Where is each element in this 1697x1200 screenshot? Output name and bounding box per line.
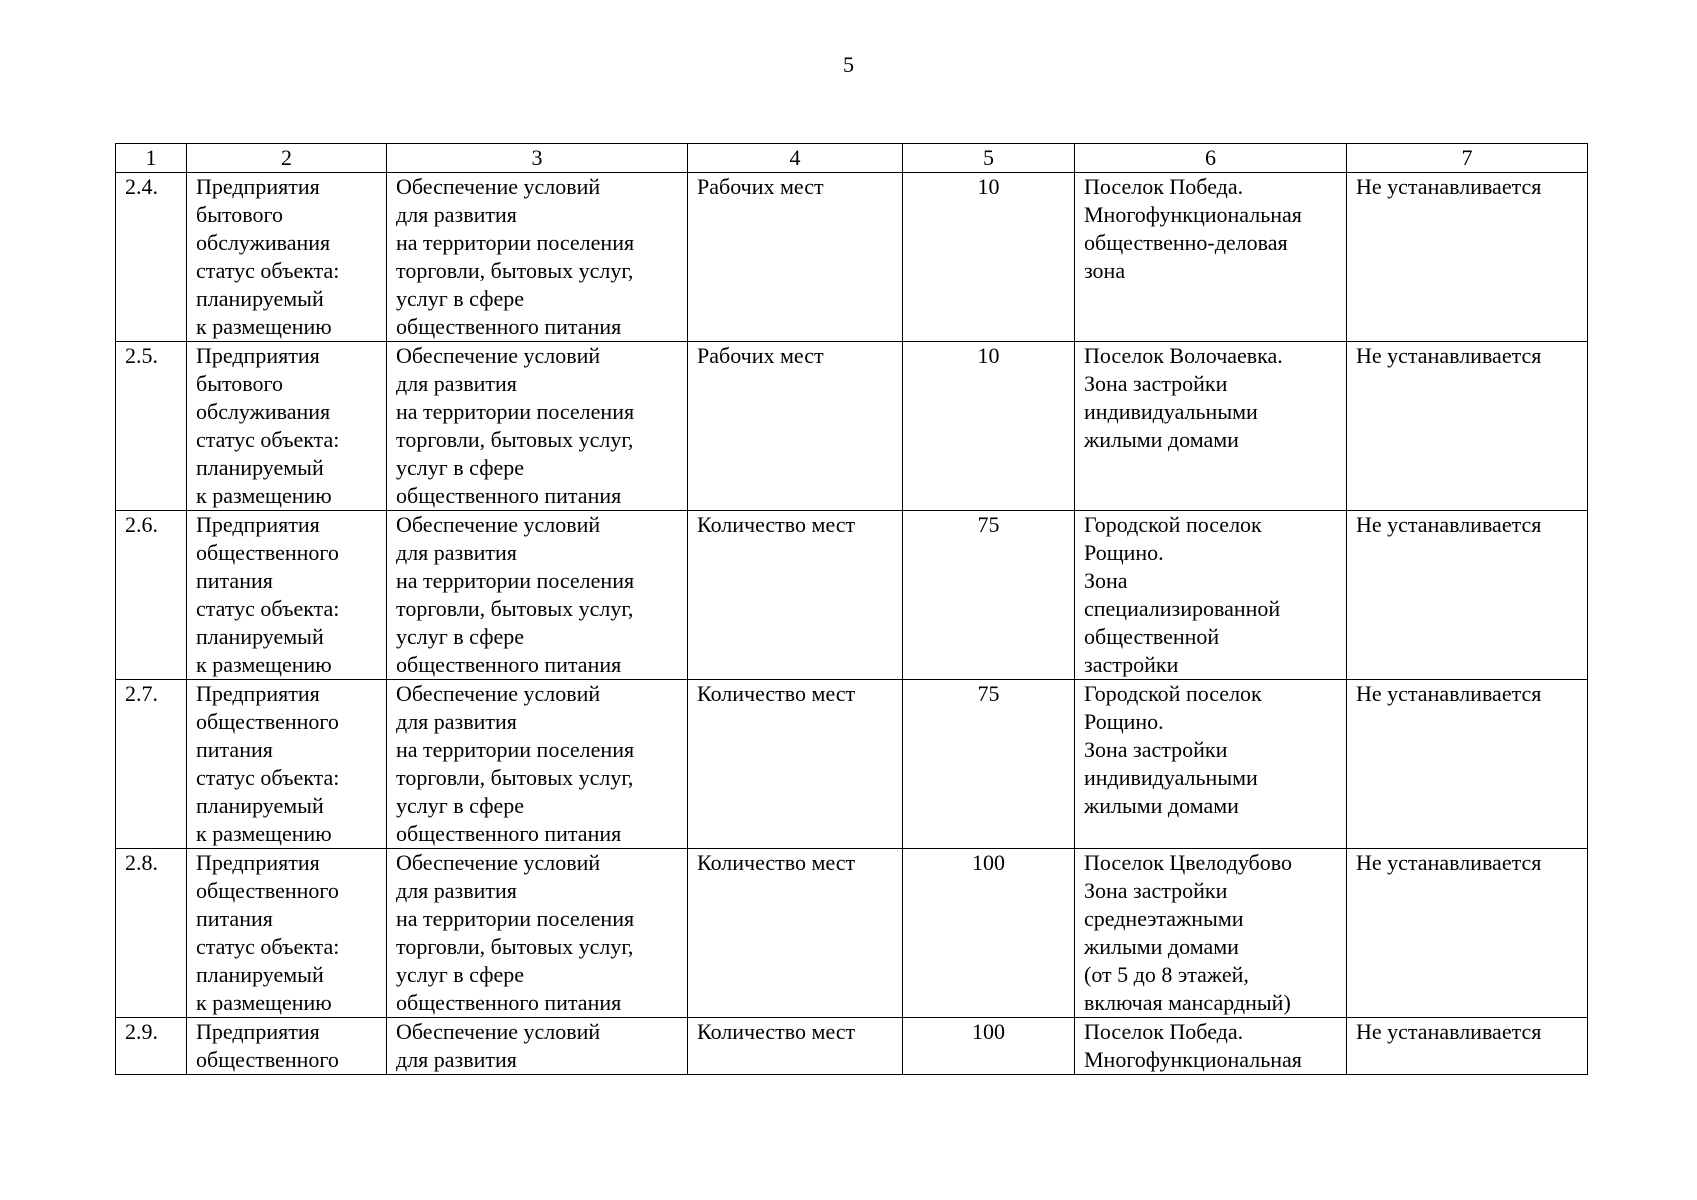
object-name: Предприятия общественного питания статус объекта: планируемый к размещению xyxy=(187,511,387,680)
row-number: 2.6. xyxy=(116,511,187,680)
measure-unit: Рабочих мест xyxy=(688,173,903,342)
column-header-3: 3 xyxy=(387,144,688,173)
object-purpose: Обеспечение условий для развития на территории поселения торговли, бытовых услуг, услуг в сфере общественного питания xyxy=(387,680,688,849)
column-header-2: 2 xyxy=(187,144,387,173)
table-row xyxy=(116,1018,1588,1075)
object-purpose: Обеспечение условий для развития на территории поселения торговли, бытовых услуг, услуг в сфере общественного питания xyxy=(387,849,688,1018)
table-header-row xyxy=(116,144,1588,173)
column-header-6: 6 xyxy=(1075,144,1347,173)
object-name: Предприятия общественного xyxy=(187,1018,387,1075)
object-name: Предприятия общественного питания статус объекта: планируемый к размещению xyxy=(187,849,387,1018)
object-location: Поселок Цвелодубово Зона застройки среднеэтажными жилыми домами (от 5 до 8 этажей, включая мансардный) xyxy=(1075,849,1347,1018)
column-header-7: 7 xyxy=(1347,144,1588,173)
protection-zone: Не устанавливается xyxy=(1347,511,1588,680)
measure-value: 75 xyxy=(903,680,1075,849)
table-row xyxy=(116,173,1588,342)
planned-objects-table xyxy=(115,143,1588,1075)
measure-unit: Рабочих мест xyxy=(688,342,903,511)
row-number: 2.4. xyxy=(116,173,187,342)
row-number: 2.5. xyxy=(116,342,187,511)
measure-value: 10 xyxy=(903,342,1075,511)
measure-unit: Количество мест xyxy=(688,849,903,1018)
measure-unit: Количество мест xyxy=(688,511,903,680)
measure-value: 10 xyxy=(903,173,1075,342)
table-row xyxy=(116,342,1588,511)
column-header-5: 5 xyxy=(903,144,1075,173)
object-purpose: Обеспечение условий для развития на территории поселения торговли, бытовых услуг, услуг в сфере общественного питания xyxy=(387,511,688,680)
object-purpose: Обеспечение условий для развития xyxy=(387,1018,688,1075)
column-header-1: 1 xyxy=(116,144,187,173)
protection-zone: Не устанавливается xyxy=(1347,1018,1588,1075)
row-number: 2.9. xyxy=(116,1018,187,1075)
object-location: Городской поселок Рощино. Зона специализированной общественной застройки xyxy=(1075,511,1347,680)
table-row xyxy=(116,511,1588,680)
measure-unit: Количество мест xyxy=(688,680,903,849)
object-name: Предприятия бытового обслуживания статус объекта: планируемый к размещению xyxy=(187,342,387,511)
object-name: Предприятия бытового обслуживания статус объекта: планируемый к размещению xyxy=(187,173,387,342)
object-purpose: Обеспечение условий для развития на территории поселения торговли, бытовых услуг, услуг в сфере общественного питания xyxy=(387,173,688,342)
object-name: Предприятия общественного питания статус объекта: планируемый к размещению xyxy=(187,680,387,849)
measure-value: 100 xyxy=(903,1018,1075,1075)
protection-zone: Не устанавливается xyxy=(1347,342,1588,511)
table-row xyxy=(116,849,1588,1018)
object-location: Поселок Победа. Многофункциональная общественно-деловая зона xyxy=(1075,173,1347,342)
protection-zone: Не устанавливается xyxy=(1347,680,1588,849)
object-location: Городской поселок Рощино. Зона застройки индивидуальными жилыми домами xyxy=(1075,680,1347,849)
object-purpose: Обеспечение условий для развития на территории поселения торговли, бытовых услуг, услуг в сфере общественного питания xyxy=(387,342,688,511)
row-number: 2.7. xyxy=(116,680,187,849)
protection-zone: Не устанавливается xyxy=(1347,173,1588,342)
measure-value: 100 xyxy=(903,849,1075,1018)
object-location: Поселок Волочаевка. Зона застройки индивидуальными жилыми домами xyxy=(1075,342,1347,511)
object-location: Поселок Победа. Многофункциональная xyxy=(1075,1018,1347,1075)
column-header-4: 4 xyxy=(688,144,903,173)
table-row xyxy=(116,680,1588,849)
row-number: 2.8. xyxy=(116,849,187,1018)
protection-zone: Не устанавливается xyxy=(1347,849,1588,1018)
measure-unit: Количество мест xyxy=(688,1018,903,1075)
page-number: 5 xyxy=(843,52,854,77)
measure-value: 75 xyxy=(903,511,1075,680)
